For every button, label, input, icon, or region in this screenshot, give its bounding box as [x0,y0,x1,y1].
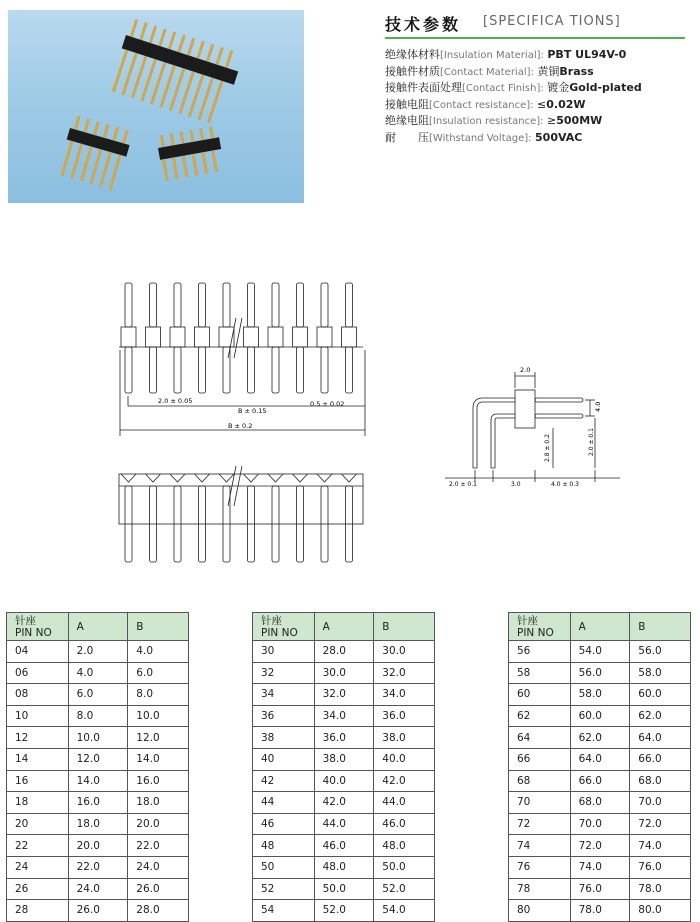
pin-bottom [321,347,328,393]
table-row [509,900,691,922]
a-cell: 10.0 [68,727,128,749]
pin-no-cell: 34 [253,684,315,706]
col-a-header: A [314,613,374,641]
pin-housing [293,327,308,347]
b-cell: 16.0 [128,770,189,792]
spec-label-cn: 绝缘体材料 [385,48,440,61]
pin-no-cell: 40 [253,748,315,770]
table-row [509,792,691,814]
dim-b-label: B ± 0.15 [238,407,267,415]
pin-top [223,283,230,327]
pin-no-cell: 26 [7,878,69,900]
spec-value-cn: 镀金 [547,81,570,95]
side-dim-h2: 2.0 ± 0.1 [588,428,595,456]
spec-value-cn: ≤ [537,97,547,111]
spec-value: Brass [559,64,594,78]
pin-no-cell: 66 [509,748,571,770]
pin-no-cell: 68 [509,770,571,792]
table-row [509,813,691,835]
b-cell: 44.0 [374,792,435,814]
table-row [7,727,189,749]
pin-no-cell: 58 [509,662,571,684]
b-cell: 70.0 [630,792,691,814]
a-cell: 56.0 [570,662,630,684]
pin-bottom [174,347,181,393]
a-cell: 76.0 [570,878,630,900]
b-cell: 24.0 [128,856,189,878]
table-row [7,705,189,727]
side-dim-w3: 4.0 ± 0.3 [551,481,579,488]
b-cell: 12.0 [128,727,189,749]
spec-row [385,97,695,114]
b-cell: 26.0 [128,878,189,900]
b-cell: 58.0 [630,662,691,684]
pin-header-photo-image [8,10,304,203]
pin-bottom [150,347,157,393]
b-cell: 46.0 [374,813,435,835]
b-cell: 72.0 [630,813,691,835]
col-a-header: A [570,613,630,641]
pin-top [297,283,304,327]
pin-no-cell: 22 [7,835,69,857]
a-cell: 16.0 [68,792,128,814]
a-cell: 68.0 [570,792,630,814]
a-cell: 26.0 [68,900,128,922]
a-cell: 50.0 [314,878,374,900]
spec-value: Gold-plated [569,81,642,95]
pin-bottom [125,347,132,393]
pin-top [272,283,279,327]
a-cell: 4.0 [68,662,128,684]
a-cell: 54.0 [570,641,630,663]
table-row [7,641,189,663]
pin-no-header-en: PIN NO [261,626,298,639]
pin-no-cell: 24 [7,856,69,878]
b-cell: 76.0 [630,856,691,878]
b-cell: 54.0 [374,900,435,922]
pin-housing [170,327,185,347]
pin-no-header-cn: 针座 [261,614,282,627]
a-cell: 62.0 [570,727,630,749]
dim-pitch-label: 2.0 ± 0.05 [158,397,193,405]
pin-no-cell: 72 [509,813,571,835]
a-cell: 38.0 [314,748,374,770]
spec-value: 500VAC [535,130,583,144]
pin-no-cell: 38 [253,727,315,749]
pin-no-cell: 30 [253,641,315,663]
pin-no-cell: 50 [253,856,315,878]
pin-housing [195,327,210,347]
spec-row [385,47,695,64]
spec-label-en: [Withstand Voltage]: [429,132,532,144]
a-cell: 42.0 [314,792,374,814]
spec-label-en: [Insulation Material]: [440,50,544,61]
b-cell: 36.0 [374,705,435,727]
table-row [509,727,691,749]
pin-no-cell: 62 [509,705,571,727]
a-cell: 34.0 [314,705,374,727]
pin-no-cell: 54 [253,900,315,922]
a-cell: 66.0 [570,770,630,792]
a-cell: 58.0 [570,684,630,706]
table-row [509,662,691,684]
pin-no-cell: 28 [7,900,69,922]
b-cell: 56.0 [630,641,691,663]
spec-row [385,80,695,97]
a-cell: 36.0 [314,727,374,749]
table-row [7,878,189,900]
b-cell: 62.0 [630,705,691,727]
a-cell: 22.0 [68,856,128,878]
table-row [7,835,189,857]
b-cell: 38.0 [374,727,435,749]
b-cell: 8.0 [128,684,189,706]
b-cell: 48.0 [374,835,435,857]
spec-divider [385,37,685,39]
table-row [253,900,435,922]
pin-no-cell: 78 [509,878,571,900]
a-cell: 12.0 [68,748,128,770]
b-cell: 64.0 [630,727,691,749]
b-cell: 18.0 [128,792,189,814]
spec-value: 0.02W [546,97,586,111]
pin-table-3 [508,612,691,922]
pin-no-cell: 52 [253,878,315,900]
b-cell: 50.0 [374,856,435,878]
col-b-header: B [374,613,435,641]
b-cell: 34.0 [374,684,435,706]
b-cell: 14.0 [128,748,189,770]
b-cell: 80.0 [630,900,691,922]
col-b-header: B [128,613,189,641]
table-row [253,813,435,835]
a-cell: 8.0 [68,705,128,727]
table-row [253,835,435,857]
spec-list [385,47,695,147]
pin-housing [146,327,161,347]
spec-label-en: [Contact Finish]: [462,83,544,95]
table-body [509,641,691,922]
spec-value-cn: 黄铜 [537,64,560,78]
b-cell: 30.0 [374,641,435,663]
pin-top [321,283,328,327]
side-dim-height: 4.0 [594,401,602,412]
b-cell: 78.0 [630,878,691,900]
a-cell: 52.0 [314,900,374,922]
spec-row [385,130,695,147]
pin-top [174,283,181,327]
spec-value: 500MW [556,114,603,128]
spec-value: PBT UL94V-0 [547,48,627,61]
pin-no-cell: 06 [7,662,69,684]
table-row [253,770,435,792]
pin-housing [342,327,357,347]
pin-no-cell: 18 [7,792,69,814]
pin-no-header [7,613,69,641]
spec-label-en: [Insulation resistance]: [429,116,544,128]
table-row [253,727,435,749]
pin-no-cell: 56 [509,641,571,663]
table-row [253,662,435,684]
b-cell: 6.0 [128,662,189,684]
table-row [7,813,189,835]
dim-pin-width-label: 0.5 ± 0.02 [310,400,345,408]
pin-no-header-en: PIN NO [15,626,52,639]
side-dim-top: 2.0 [520,366,531,374]
a-cell: 14.0 [68,770,128,792]
table-row [7,792,189,814]
table-row [509,856,691,878]
a-cell: 44.0 [314,813,374,835]
b-cell: 42.0 [374,770,435,792]
spec-value-cn: ≥ [547,114,557,128]
table-row [7,770,189,792]
spec-title-en: [SPECIFICA TIONS] [483,14,621,29]
spec-label-cn: 耐 压 [385,130,429,144]
a-cell: 64.0 [570,748,630,770]
pin-housing [268,327,283,347]
spec-label-cn: 接触件材质 [385,64,440,78]
pin-no-cell: 14 [7,748,69,770]
table-row [509,770,691,792]
product-photo [8,10,304,203]
spec-label-cn: 接触件表面处理 [385,81,462,95]
pin-no-cell: 36 [253,705,315,727]
b-cell: 28.0 [128,900,189,922]
pin-no-cell: 12 [7,727,69,749]
side-dim-w2: 3.0 [511,481,521,488]
spec-label-cn: 接触电阻 [385,97,429,111]
spec-header [385,12,685,36]
pin-housing [317,327,332,347]
pin-top [199,283,206,327]
front-view-drawing [110,278,370,438]
spec-title-cn: 技术参数 [385,15,462,34]
pin-housing [219,327,234,347]
pin-housing [244,327,259,347]
a-cell: 74.0 [570,856,630,878]
pin-no-cell: 04 [7,641,69,663]
col-b-header: B [630,613,691,641]
table-row [253,748,435,770]
table-row [7,900,189,922]
pin-no-cell: 08 [7,684,69,706]
bottom-view-drawing [110,466,370,566]
table-row [253,641,435,663]
b-cell: 22.0 [128,835,189,857]
side-dim-w1: 2.0 ± 0.1 [449,481,477,488]
b-cell: 20.0 [128,813,189,835]
table-row [253,878,435,900]
b-cell: 4.0 [128,641,189,663]
a-cell: 6.0 [68,684,128,706]
pin-top [150,283,157,327]
side-view-outline [445,372,620,482]
pin-table-2 [252,612,435,922]
pin-no-cell: 70 [509,792,571,814]
col-a-header: A [68,613,128,641]
b-cell: 60.0 [630,684,691,706]
a-cell: 40.0 [314,770,374,792]
pin-no-header-en: PIN NO [517,626,554,639]
table-row [509,835,691,857]
table-body [253,641,435,922]
a-cell: 18.0 [68,813,128,835]
table-row [7,856,189,878]
a-cell: 60.0 [570,705,630,727]
table-row [509,684,691,706]
spec-row [385,113,695,130]
pin-no-header [253,613,315,641]
pin-no-cell: 80 [509,900,571,922]
b-cell: 52.0 [374,878,435,900]
a-cell: 72.0 [570,835,630,857]
pin-no-cell: 76 [509,856,571,878]
table-body [7,641,189,922]
spec-label-cn: 绝缘电阻 [385,114,429,128]
pin-no-header [509,613,571,641]
pin-top [248,283,255,327]
pin-no-cell: 32 [253,662,315,684]
pin-no-header-cn: 针座 [15,614,36,627]
pin-bottom [346,347,353,393]
dim-b-total-label: B ± 0.2 [228,422,253,430]
pin-no-header-cn: 针座 [517,614,538,627]
spec-label-en: [Contact Material]: [440,66,534,78]
table-row [253,792,435,814]
spec-row [385,64,695,81]
pin-top [125,283,132,327]
a-cell: 46.0 [314,835,374,857]
a-cell: 48.0 [314,856,374,878]
b-cell: 74.0 [630,835,691,857]
table-row [509,705,691,727]
pin-no-cell: 44 [253,792,315,814]
pin-no-cell: 10 [7,705,69,727]
table-row [7,684,189,706]
pin-no-cell: 60 [509,684,571,706]
b-cell: 32.0 [374,662,435,684]
pin-no-cell: 16 [7,770,69,792]
pin-top [346,283,353,327]
table-row [253,684,435,706]
spec-label-en: [Contact resistance]: [429,99,534,111]
table-row [7,748,189,770]
b-cell: 66.0 [630,748,691,770]
side-view-drawing [445,360,620,490]
pin-housing [121,327,136,347]
side-dim-h1: 2.8 ± 0.2 [544,434,551,462]
pin-no-cell: 42 [253,770,315,792]
table-row [509,641,691,663]
table-row [509,878,691,900]
pin-no-cell: 46 [253,813,315,835]
a-cell: 24.0 [68,878,128,900]
pin-bottom [297,347,304,393]
pin-bottom [248,347,255,393]
pin-table-1 [6,612,189,922]
a-cell: 2.0 [68,641,128,663]
table-row [253,705,435,727]
b-cell: 68.0 [630,770,691,792]
a-cell: 28.0 [314,641,374,663]
pin-bottom [199,347,206,393]
table-row [509,748,691,770]
pin-no-cell: 64 [509,727,571,749]
a-cell: 30.0 [314,662,374,684]
a-cell: 70.0 [570,813,630,835]
b-cell: 40.0 [374,748,435,770]
pin-no-cell: 20 [7,813,69,835]
table-row [7,662,189,684]
table-row [253,856,435,878]
pin-bottom [272,347,279,393]
a-cell: 20.0 [68,835,128,857]
pin-no-cell: 48 [253,835,315,857]
a-cell: 32.0 [314,684,374,706]
a-cell: 78.0 [570,900,630,922]
b-cell: 10.0 [128,705,189,727]
pin-no-cell: 74 [509,835,571,857]
